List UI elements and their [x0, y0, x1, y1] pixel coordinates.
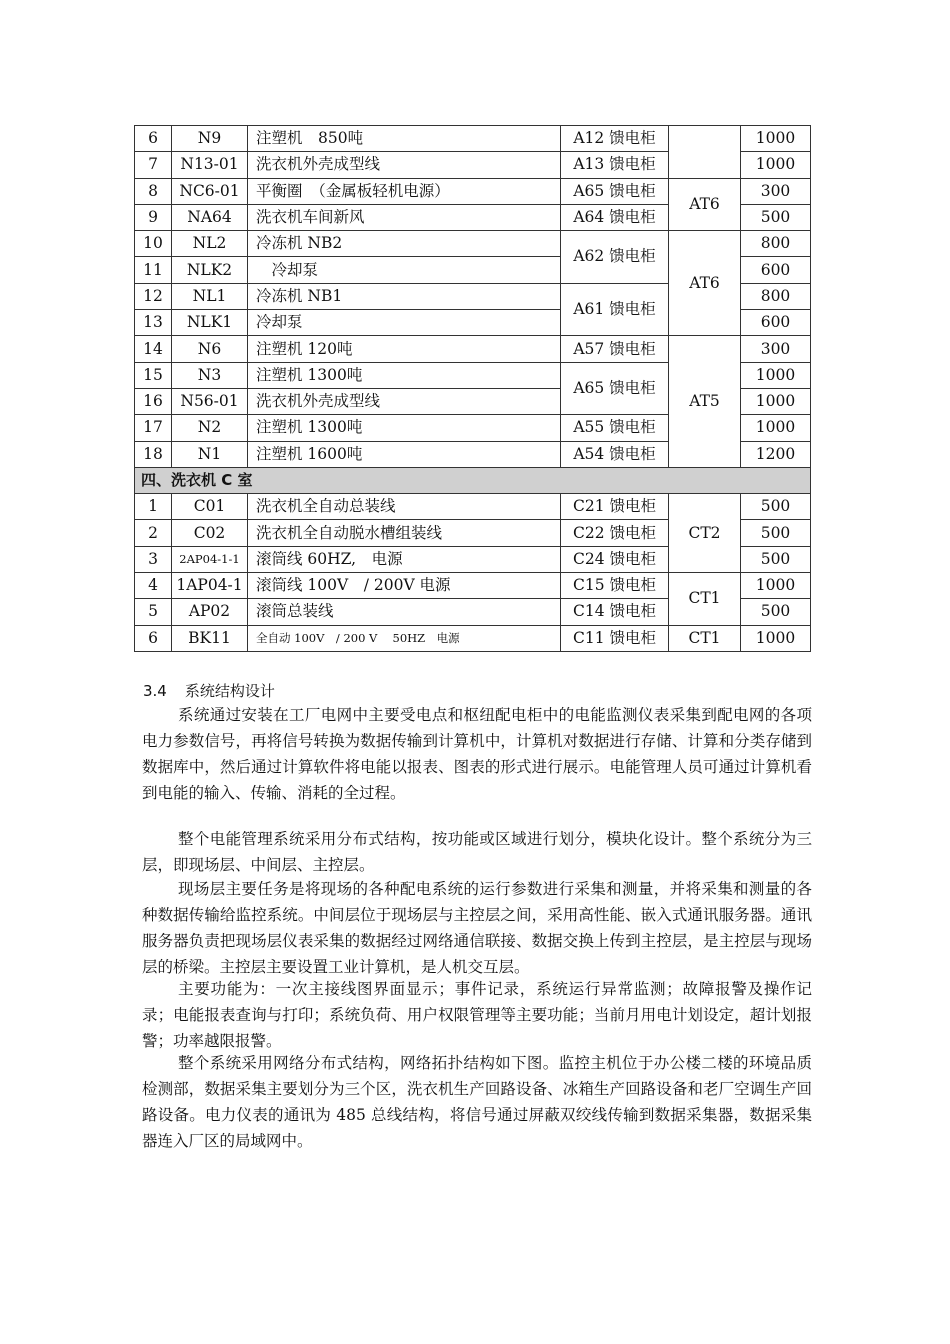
- equipment-code: NLK2: [172, 257, 248, 283]
- row-number: 7: [135, 152, 172, 178]
- transformer-cell: CT1: [669, 625, 741, 651]
- equipment-code: BK11: [172, 625, 248, 651]
- feeder-cabinet: C11 馈电柜: [561, 625, 669, 651]
- row-number: 1: [135, 494, 172, 520]
- equipment-code: AP02: [172, 599, 248, 625]
- row-number: 6: [135, 126, 172, 152]
- feeder-cabinet: A12 馈电柜: [561, 126, 669, 152]
- row-number: 15: [135, 362, 172, 388]
- row-number: 16: [135, 388, 172, 414]
- power-value: 1000: [741, 362, 811, 388]
- power-value: 500: [741, 494, 811, 520]
- equipment-code: N9: [172, 126, 248, 152]
- table-row: [135, 126, 811, 152]
- power-value: 500: [741, 546, 811, 572]
- equipment-name: 滚筒线 100V / 200V 电源: [248, 573, 561, 599]
- power-value: 300: [741, 178, 811, 204]
- row-number: 2: [135, 520, 172, 546]
- equipment-name: 注塑机 850吨: [248, 126, 561, 152]
- equipment-name: 全自动 100V / 200 V 50HZ 电源: [248, 625, 561, 651]
- body-paragraph: 整个系统采用网络分布式结构，网络拓扑结构如下图。监控主机位于办公楼二楼的环境品质检测部，数据采集主要划分为三个区，洗衣机生产回路设备、冰箱生产回路设备和老厂空调生产回路设备。电力仪表的通讯为 485 总线结构，将信号通过屏蔽双绞线传输到数据采集器，数据采集器连入厂区的局域网中。: [142, 1054, 812, 1150]
- power-value: 1000: [741, 573, 811, 599]
- section-number: 3.4: [143, 682, 167, 700]
- equipment-code: 1AP04-1: [172, 573, 248, 599]
- power-value: 1000: [741, 126, 811, 152]
- table-row: [135, 625, 811, 651]
- feeder-cabinet: C21 馈电柜: [561, 494, 669, 520]
- equipment-code: N6: [172, 336, 248, 362]
- feeder-cabinet: A65 馈电柜: [561, 178, 669, 204]
- equipment-name: 洗衣机全自动总装线: [248, 494, 561, 520]
- power-value: 1000: [741, 415, 811, 441]
- equipment-name: 洗衣机外壳成型线: [248, 152, 561, 178]
- equipment-name: 注塑机 1300吨: [248, 415, 561, 441]
- section-header-row: [135, 467, 811, 493]
- equipment-name: 滚筒总装线: [248, 599, 561, 625]
- transformer-cell: AT6: [669, 231, 741, 336]
- row-number: 6: [135, 625, 172, 651]
- equipment-name: 冷冻机 NB2: [248, 231, 561, 257]
- equipment-name: 冷却泵: [248, 310, 561, 336]
- power-value: 1000: [741, 152, 811, 178]
- table-row: [135, 336, 811, 362]
- transformer-cell: CT1: [669, 573, 741, 626]
- feeder-cabinet: A13 馈电柜: [561, 152, 669, 178]
- equipment-code: N2: [172, 415, 248, 441]
- section-title: 四、洗衣机 C 室: [135, 467, 811, 493]
- transformer-cell: AT6: [669, 178, 741, 231]
- section-title: 系统结构设计: [184, 682, 275, 700]
- power-value: 600: [741, 257, 811, 283]
- equipment-name: 冷冻机 NB1: [248, 283, 561, 309]
- equipment-code: NL2: [172, 231, 248, 257]
- row-number: 9: [135, 204, 172, 230]
- equipment-code: NLK1: [172, 310, 248, 336]
- equipment-code: C01: [172, 494, 248, 520]
- equipment-name: 注塑机 1300吨: [248, 362, 561, 388]
- transformer-cell: CT2: [669, 494, 741, 573]
- body-paragraph: 主要功能为：一次主接线图界面显示；事件记录，系统运行异常监测；故障报警及操作记录；电能报表查询与打印；系统负荷、用户权限管理等主要功能；当前月用电计划设定，超计划报警；功率越限报警。: [142, 980, 812, 1050]
- power-value: 1200: [741, 441, 811, 467]
- equipment-name: 洗衣机外壳成型线: [248, 388, 561, 414]
- row-number: 8: [135, 178, 172, 204]
- equipment-code: 2AP04-1-1: [172, 546, 248, 572]
- feeder-cabinet: C24 馈电柜: [561, 546, 669, 572]
- body-paragraph: 系统通过安装在工厂电网中主要受电点和枢纽配电柜中的电能监测仪表采集到配电网的各项电力参数信号，再将信号转换为数据传输到计算机中，计算机对数据进行存储、计算和分类存储到数据库中，然后通过计算软件将电能以报表、图表的形式进行展示。电能管理人员可通过计算机看到电能的输入、传输、消耗的全过程。: [142, 706, 812, 802]
- row-number: 13: [135, 310, 172, 336]
- equipment-code: N3: [172, 362, 248, 388]
- equipment-code: N1: [172, 441, 248, 467]
- table-row: [135, 231, 811, 257]
- equipment-code: NA64: [172, 204, 248, 230]
- row-number: 11: [135, 257, 172, 283]
- body-paragraph: 现场层主要任务是将现场的各种配电系统的运行参数进行采集和测量，并将采集和测量的各种数据传输给监控系统。中间层位于现场层与主控层之间，采用高性能、嵌入式通讯服务器。通讯服务器负责把现场层仪表采集的数据经过网络通信联接、数据交换上传到主控层，是主控层与现场层的桥梁。主控层主要设置工业计算机，是人机交互层。: [142, 880, 812, 976]
- table-row: [135, 573, 811, 599]
- equipment-code: C02: [172, 520, 248, 546]
- power-value: 1000: [741, 625, 811, 651]
- row-number: 4: [135, 573, 172, 599]
- table-row: [135, 494, 811, 520]
- equipment-name: 注塑机 1600吨: [248, 441, 561, 467]
- equipment-table: [134, 125, 811, 652]
- feeder-cabinet: A61 馈电柜: [561, 283, 669, 336]
- equipment-name: 注塑机 120吨: [248, 336, 561, 362]
- equipment-code: NL1: [172, 283, 248, 309]
- table-row: [135, 178, 811, 204]
- row-number: 18: [135, 441, 172, 467]
- row-number: 17: [135, 415, 172, 441]
- power-value: 300: [741, 336, 811, 362]
- feeder-cabinet: C15 馈电柜: [561, 573, 669, 599]
- power-value: 1000: [741, 388, 811, 414]
- section-heading: [143, 680, 275, 701]
- power-value: 500: [741, 204, 811, 230]
- power-value: 800: [741, 231, 811, 257]
- row-number: 14: [135, 336, 172, 362]
- feeder-cabinet: C22 馈电柜: [561, 520, 669, 546]
- equipment-name: 平衡圈 （金属板轻机电源）: [248, 178, 561, 204]
- feeder-cabinet: A54 馈电柜: [561, 441, 669, 467]
- equipment-name: 滚筒线 60HZ, 电源: [248, 546, 561, 572]
- equipment-name: 冷却泵: [248, 257, 561, 283]
- row-number: 3: [135, 546, 172, 572]
- equipment-name: 洗衣机全自动脱水槽组装线: [248, 520, 561, 546]
- feeder-cabinet: A55 馈电柜: [561, 415, 669, 441]
- feeder-cabinet: A64 馈电柜: [561, 204, 669, 230]
- body-paragraph: 整个电能管理系统采用分布式结构，按功能或区域进行划分，模块化设计。整个系统分为三层，即现场层、中间层、主控层。: [142, 830, 812, 874]
- power-value: 500: [741, 520, 811, 546]
- equipment-name: 洗衣机车间新风: [248, 204, 561, 230]
- equipment-code: NC6-01: [172, 178, 248, 204]
- row-number: 5: [135, 599, 172, 625]
- equipment-code: N56-01: [172, 388, 248, 414]
- transformer-cell-empty: [669, 126, 741, 179]
- feeder-cabinet: C14 馈电柜: [561, 599, 669, 625]
- power-value: 600: [741, 310, 811, 336]
- transformer-cell: AT5: [669, 336, 741, 467]
- row-number: 12: [135, 283, 172, 309]
- power-value: 500: [741, 599, 811, 625]
- feeder-cabinet: A57 馈电柜: [561, 336, 669, 362]
- feeder-cabinet: A62 馈电柜: [561, 231, 669, 284]
- row-number: 10: [135, 231, 172, 257]
- equipment-code: N13-01: [172, 152, 248, 178]
- feeder-cabinet: A65 馈电柜: [561, 362, 669, 415]
- power-value: 800: [741, 283, 811, 309]
